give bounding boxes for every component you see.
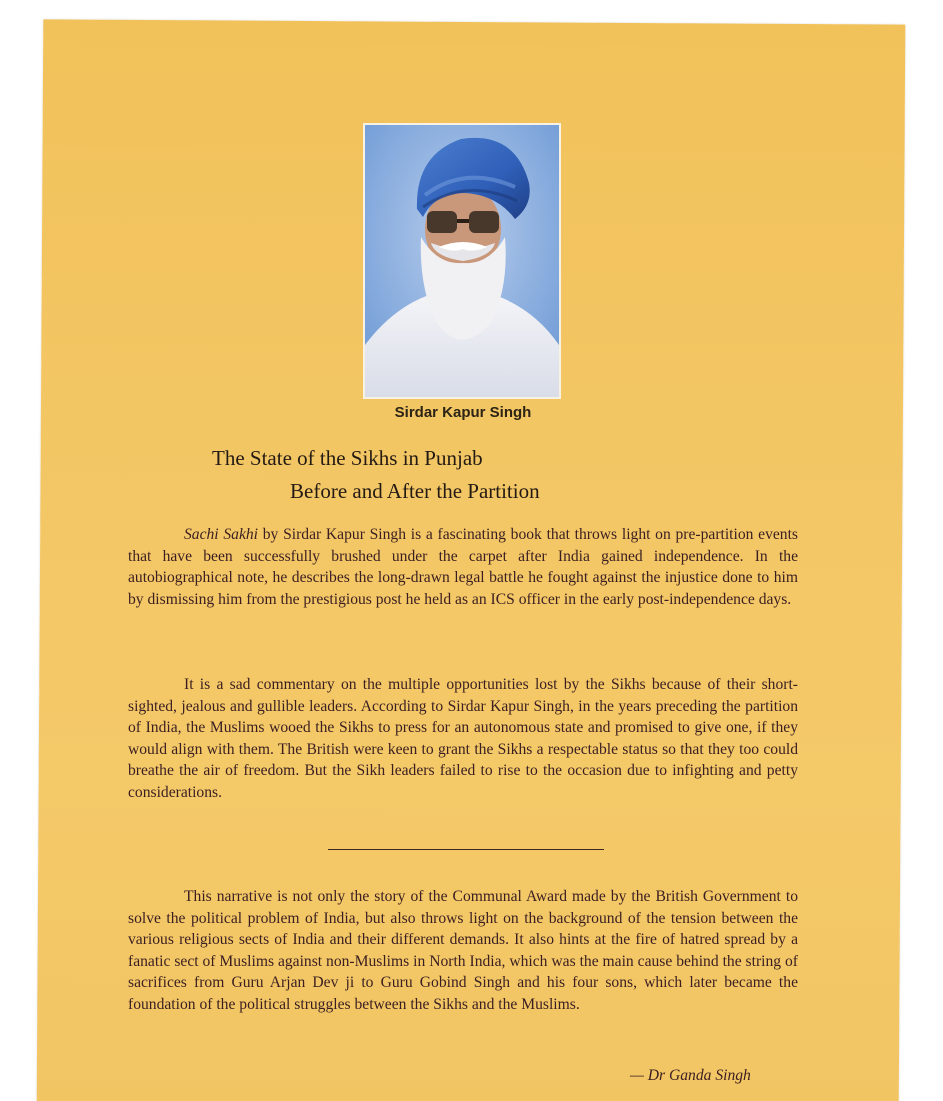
title-line-1: The State of the Sikhs in Punjab [212,446,483,470]
book-title: Sachi Sakhi [184,526,259,543]
section-divider [328,849,604,850]
attribution: — Dr Ganda Singh [630,1067,751,1084]
paragraph-1 [128,524,798,610]
author-portrait [363,123,561,399]
paragraph-1-text: by Sirdar Kapur Singh is a fascinating book that throws light on pre-partition events that have been successfully brushed under the carpet after India gained independence. In the autobiographical note, he describes the long-drawn legal battle he fought against the injustice done to him by dismissing him from the prestigious post he held as an ICS officer in the early post-independence days. [128,526,798,608]
title-line-2: Before and After the Partition [290,479,540,503]
author-name-caption: Sirdar Kapur Singh [394,404,532,421]
author-portrait-illustration [365,125,559,397]
paragraph-3: This narrative is not only the story of the Communal Award made by the British Government to solve the political problem of India, but also throws light on the background of the tension between the various religious sects of India and their different demands. It also hints at the fire of hatred spread by a fanatic sect of Muslims against non-Muslims in North India, which was the main cause behind the string of sacrifices from Guru Arjan Dev ji to Guru Gobind Singh and his four sons, which later became the foundation of the political struggles between the Sikhs and the Muslims. [128,888,798,1013]
paragraph-2: It is a sad commentary on the multiple opportunities lost by the Sikhs because of their short-sighted, jealous and gullible leaders. According to Sirdar Kapur Singh, in the years preceding the partition of India, the Muslims wooed the Sikhs to press for an autonomous state and promised to give one, if they would align with them. The British were keen to grant the Sikhs a respectable status so that they too could breathe the air of freedom. But the Sikh leaders failed to rise to the occasion due to infighting and petty considerations. [128,676,798,801]
